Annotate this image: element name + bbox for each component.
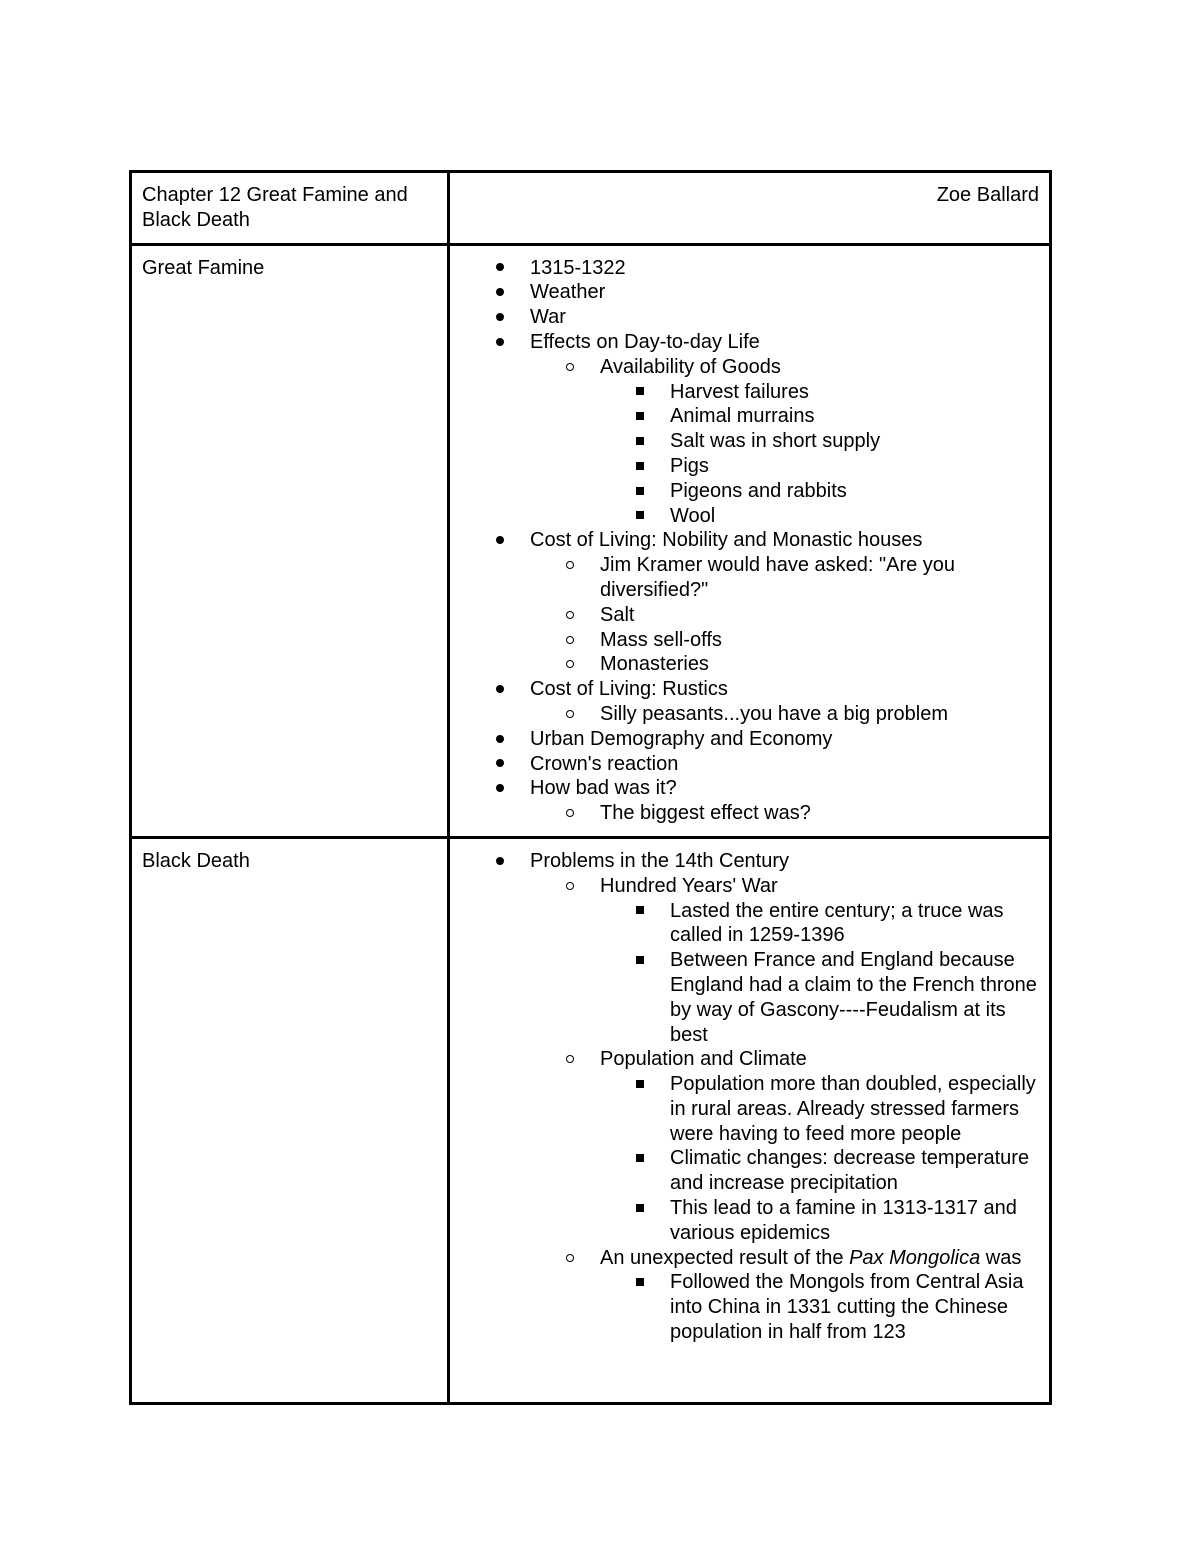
list-item-text: Climatic changes: decrease temperature and increase precipitation: [670, 1147, 1030, 1195]
list-item-text: Harvest failures: [670, 380, 809, 403]
outline-list-level-2: [460, 702, 1039, 727]
list-item: [600, 479, 1039, 504]
list-item: [530, 874, 1039, 1048]
list-item-text: The biggest effect was?: [600, 802, 811, 825]
bullet-circle-icon: [566, 603, 574, 628]
bullet-dot-icon: [496, 752, 504, 777]
chapter-title: Chapter 12 Great Famine and Black Death: [131, 172, 449, 245]
list-item-text: Weather: [530, 281, 606, 304]
outline-list-level-1: [460, 849, 1039, 1345]
list-item-text: Monasteries: [600, 653, 709, 676]
list-item-text: Availability of Goods: [600, 355, 781, 378]
bullet-dot-icon: [496, 528, 504, 553]
outline-list-level-2: [460, 553, 1039, 677]
bullet-circle-icon: [566, 801, 574, 826]
list-item: [600, 404, 1039, 429]
bullet-circle-icon: [566, 874, 574, 899]
section-row-black-death: [131, 837, 1051, 1403]
list-item-text: Cost of Living: Nobility and Monastic houses: [530, 529, 923, 552]
outline-list-level-3: [530, 1072, 1039, 1246]
list-item-text: Lasted the entire century; a truce was called in 1259-1396: [670, 899, 1004, 947]
bullet-circle-icon: [566, 702, 574, 727]
author-name: Zoe Ballard: [449, 172, 1051, 245]
list-item: [600, 948, 1039, 1047]
list-item: [600, 1196, 1039, 1246]
outline-list-level-2: [460, 355, 1039, 529]
bullet-dot-icon: [496, 256, 504, 281]
text-segment: was: [980, 1246, 1022, 1269]
list-item: [460, 528, 1039, 677]
bullet-square-icon: [636, 479, 644, 504]
list-item: [460, 849, 1039, 1345]
list-item: [600, 1270, 1039, 1344]
text-segment: An unexpected result of the: [600, 1246, 850, 1269]
section-notes: [449, 244, 1051, 837]
list-item-text: Population and Climate: [600, 1048, 807, 1071]
list-item: [530, 355, 1039, 529]
list-item-text: Urban Demography and Economy: [530, 727, 833, 750]
list-item: [600, 454, 1039, 479]
list-item: [530, 1246, 1039, 1345]
list-item-text: Between France and England because England had a claim to the French throne by way of Gascony----Feudalism at its best: [670, 949, 1037, 1046]
list-item: [530, 801, 1039, 826]
section-heading: Black Death: [131, 837, 449, 1403]
section-notes: [449, 837, 1051, 1403]
list-item-text: Salt was in short supply: [670, 430, 881, 453]
bullet-square-icon: [636, 1196, 644, 1221]
bullet-circle-icon: [566, 1246, 574, 1271]
list-item-text: Followed the Mongols from Central Asia into China in 1331 cutting the Chinese population in half from 123: [670, 1271, 1024, 1344]
list-item-text: Silly peasants...you have a big problem: [600, 702, 948, 725]
list-item-text: Jim Kramer would have asked: "Are you diversified?": [600, 554, 956, 601]
bullet-dot-icon: [496, 776, 504, 801]
list-item: [600, 1146, 1039, 1196]
notes-table: [129, 170, 1052, 1405]
bullet-square-icon: [636, 1146, 644, 1171]
list-item: [460, 305, 1039, 330]
bullet-circle-icon: [566, 652, 574, 677]
bullet-circle-icon: [566, 355, 574, 380]
list-item-text: War: [530, 306, 566, 329]
list-item: [600, 380, 1039, 405]
list-item: [530, 702, 1039, 727]
outline-list-level-2: [460, 874, 1039, 1345]
bullet-dot-icon: [496, 330, 504, 355]
list-item-text: [600, 1247, 1021, 1269]
list-item-text: Population more than doubled, especially in rural areas. Already stressed farmers were having to feed more people: [670, 1073, 1036, 1145]
list-item: [600, 1072, 1039, 1146]
bullet-dot-icon: [496, 849, 504, 874]
bullet-square-icon: [636, 429, 644, 454]
list-item: [600, 899, 1039, 949]
list-item: [530, 1047, 1039, 1245]
bullet-dot-icon: [496, 727, 504, 752]
bullet-circle-icon: [566, 1047, 574, 1072]
bullet-square-icon: [636, 1072, 644, 1097]
header-row: [131, 172, 1051, 245]
list-item: [460, 727, 1039, 752]
bullet-dot-icon: [496, 280, 504, 305]
list-item: [530, 652, 1039, 677]
list-item: [530, 628, 1039, 653]
list-item-text: Pigeons and rabbits: [670, 479, 847, 502]
list-item-text: Pigs: [670, 454, 709, 477]
list-item: [460, 677, 1039, 727]
section-heading: Great Famine: [131, 244, 449, 837]
outline-list-level-3: [530, 380, 1039, 529]
list-item-text: Effects on Day-to-day Life: [530, 330, 760, 353]
section-row-great-famine: [131, 244, 1051, 837]
bullet-square-icon: [636, 1270, 644, 1295]
bullet-square-icon: [636, 380, 644, 405]
bullet-circle-icon: [566, 553, 574, 578]
list-item-text: Wool: [670, 504, 716, 527]
list-item-text: Animal murrains: [670, 405, 815, 428]
list-item-text: Mass sell-offs: [600, 628, 722, 651]
outline-list-level-1: [460, 256, 1039, 826]
list-item-text: This lead to a famine in 1313-1317 and various epidemics: [670, 1197, 1017, 1244]
outline-list-level-3: [530, 899, 1039, 1048]
outline-list-level-2: [460, 801, 1039, 826]
bullet-square-icon: [636, 948, 644, 973]
bullet-circle-icon: [566, 628, 574, 653]
bullet-square-icon: [636, 454, 644, 479]
bullet-dot-icon: [496, 305, 504, 330]
list-item: [530, 603, 1039, 628]
list-item: [600, 504, 1039, 529]
list-item-text: Cost of Living: Rustics: [530, 678, 728, 701]
list-item-text: Crown's reaction: [530, 752, 679, 775]
list-item-text: 1315-1322: [530, 256, 626, 279]
list-item: [460, 752, 1039, 777]
list-item-text: How bad was it?: [530, 777, 677, 800]
list-item: [460, 280, 1039, 305]
italic-term: Pax Mongolica: [849, 1246, 981, 1269]
bullet-square-icon: [636, 504, 644, 529]
list-item: [460, 256, 1039, 281]
list-item-text: Problems in the 14th Century: [530, 849, 790, 872]
bullet-square-icon: [636, 899, 644, 924]
list-item-text: Salt: [600, 603, 635, 626]
list-item: [460, 330, 1039, 528]
list-item: [600, 429, 1039, 454]
bullet-square-icon: [636, 404, 644, 429]
list-item: [460, 776, 1039, 826]
list-item: [530, 553, 1039, 603]
bullet-dot-icon: [496, 677, 504, 702]
list-item-text: Hundred Years' War: [600, 874, 778, 897]
outline-list-level-3: [530, 1270, 1039, 1344]
